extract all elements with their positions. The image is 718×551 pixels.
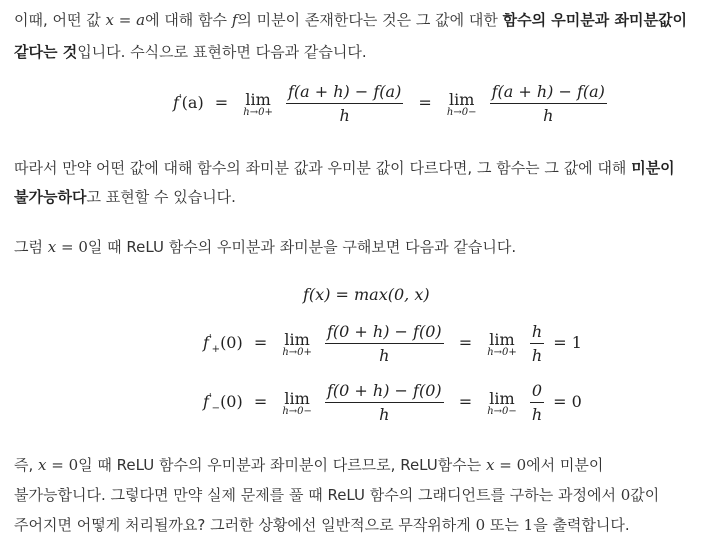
- math-op: =: [46, 456, 69, 474]
- equals: =: [214, 93, 229, 112]
- math-var: x: [47, 238, 57, 256]
- denominator: h: [531, 346, 543, 365]
- math-var: x: [105, 11, 114, 29]
- text: 에서 미분이: [526, 456, 604, 474]
- prime: ': [178, 93, 182, 105]
- para3: [14, 236, 516, 258]
- equation-right-derivative: [203, 322, 582, 365]
- fraction: [490, 82, 607, 125]
- math-op: =: [494, 456, 517, 474]
- para1-line2: [14, 41, 367, 63]
- fraction: [325, 322, 444, 365]
- bold-text: 같다는 것: [14, 43, 78, 61]
- text: 주어지면 어떻게 처리될까요? 그러한 상황에선 일반적으로 무작위하게: [14, 516, 476, 534]
- lim-word: lim: [448, 89, 475, 109]
- text: 불가능합니다. 그렇다면 만약 실제 문제를 풀 때 ReLU 함수의 그래디언트를 구하는 과정에서: [14, 486, 621, 504]
- text: 에 대해 함수: [145, 11, 232, 29]
- math-var: a: [136, 11, 146, 29]
- text: 일 때 ReLU 함수의 우미분과 좌미분이 다르므로, ReLU함수는: [78, 456, 487, 474]
- lim-word: lim: [245, 89, 271, 109]
- denominator: h: [339, 106, 350, 125]
- math-num: 0: [475, 516, 486, 534]
- denominator: h: [543, 106, 554, 125]
- text: 이때, 어떤 값: [14, 11, 106, 29]
- prime: ': [208, 333, 212, 345]
- lim-word: lim: [284, 329, 310, 349]
- text: 의 미분이 존재한다는 것은 그 값에 대한: [237, 11, 503, 29]
- text: 고 표현할 수 있습니다.: [86, 188, 236, 206]
- limit: [282, 389, 312, 417]
- text: 입니다. 수식으로 표현하면 다음과 같습니다.: [77, 43, 367, 61]
- limit: [447, 90, 477, 118]
- math-var: f: [203, 333, 209, 352]
- relu-formula: f(x) = max(0, x): [303, 285, 430, 304]
- para4-line2: [14, 484, 659, 506]
- fraction: [286, 82, 403, 125]
- fraction: [325, 381, 444, 424]
- math-num: 0: [78, 238, 88, 256]
- math-arg: (a): [181, 93, 204, 112]
- math-arg: (0): [220, 392, 243, 411]
- equation-left-derivative: [203, 381, 582, 424]
- numerator: f(a + h) − f(a): [286, 82, 403, 104]
- para4-line1: [14, 454, 603, 476]
- text: 그럼: [14, 238, 48, 256]
- math-arg: (0): [220, 333, 243, 352]
- denominator: h: [531, 405, 543, 424]
- denominator: h: [379, 346, 390, 365]
- fraction: [530, 381, 544, 424]
- math-num: 1: [523, 516, 534, 534]
- para4-line3: [14, 514, 630, 536]
- lim-sub: h→0+: [487, 346, 517, 358]
- math-var: f: [231, 11, 238, 29]
- math-num: 0: [68, 456, 79, 474]
- text: 즉,: [14, 456, 39, 474]
- limit: [487, 389, 517, 417]
- lim-sub: h→0−: [487, 405, 517, 417]
- subscript: +: [211, 344, 221, 356]
- numerator: f(0 + h) − f(0): [325, 381, 444, 403]
- numerator: f(a + h) − f(a): [490, 82, 607, 104]
- denominator: h: [379, 405, 390, 424]
- fraction: [530, 322, 544, 365]
- text: 을 출력합니다.: [533, 516, 630, 534]
- prime: ': [208, 392, 212, 404]
- math-var: f: [203, 392, 209, 411]
- numerator: 0: [530, 381, 544, 403]
- lim-word: lim: [284, 388, 310, 408]
- math-var: x: [38, 456, 47, 474]
- lim-sub: h→0−: [446, 106, 477, 118]
- equals: =: [458, 333, 473, 352]
- result: = 1: [553, 333, 582, 352]
- para1-line1: [14, 9, 687, 31]
- bold-text: 함수의 우미분과 좌미분값이: [502, 11, 687, 29]
- lim-word: lim: [489, 388, 515, 408]
- lim-sub: h→0+: [243, 106, 273, 118]
- math-var: x: [486, 456, 495, 474]
- bold-text: 미분이: [631, 159, 675, 177]
- math-num: 0: [516, 456, 527, 474]
- math-var: f: [173, 93, 179, 112]
- limit: [282, 330, 312, 358]
- lim-sub: h→0−: [282, 405, 312, 417]
- numerator: f(0 + h) − f(0): [325, 322, 444, 344]
- text: 값이: [630, 486, 660, 504]
- lim-word: lim: [489, 329, 515, 349]
- limit: [243, 90, 273, 118]
- para2-line1: [14, 157, 675, 179]
- text: 일 때 ReLU 함수의 우미분과 좌미분을 구해보면 다음과 같습니다.: [87, 238, 517, 256]
- subscript: −: [211, 403, 221, 415]
- numerator: h: [530, 322, 544, 344]
- equals: =: [418, 93, 432, 112]
- result: = 0: [553, 392, 582, 411]
- math-num: 0: [620, 486, 631, 504]
- para2-line2: [14, 186, 236, 208]
- math-op: =: [56, 238, 79, 256]
- limit: [487, 330, 517, 358]
- lim-sub: h→0+: [282, 346, 312, 358]
- equation-relu: [303, 285, 430, 304]
- text: 또는: [485, 516, 524, 534]
- equals: =: [253, 333, 268, 352]
- equals: =: [253, 392, 268, 411]
- bold-text: 불가능하다: [14, 188, 87, 206]
- math-op: =: [114, 11, 137, 29]
- text: 따라서 만약 어떤 값에 대해 함수의 좌미분 값과 우미분 값이 다르다면, 그 함수는 그 값에 대해: [14, 159, 632, 177]
- equation-derivative-def: [173, 82, 611, 125]
- equals: =: [458, 392, 473, 411]
